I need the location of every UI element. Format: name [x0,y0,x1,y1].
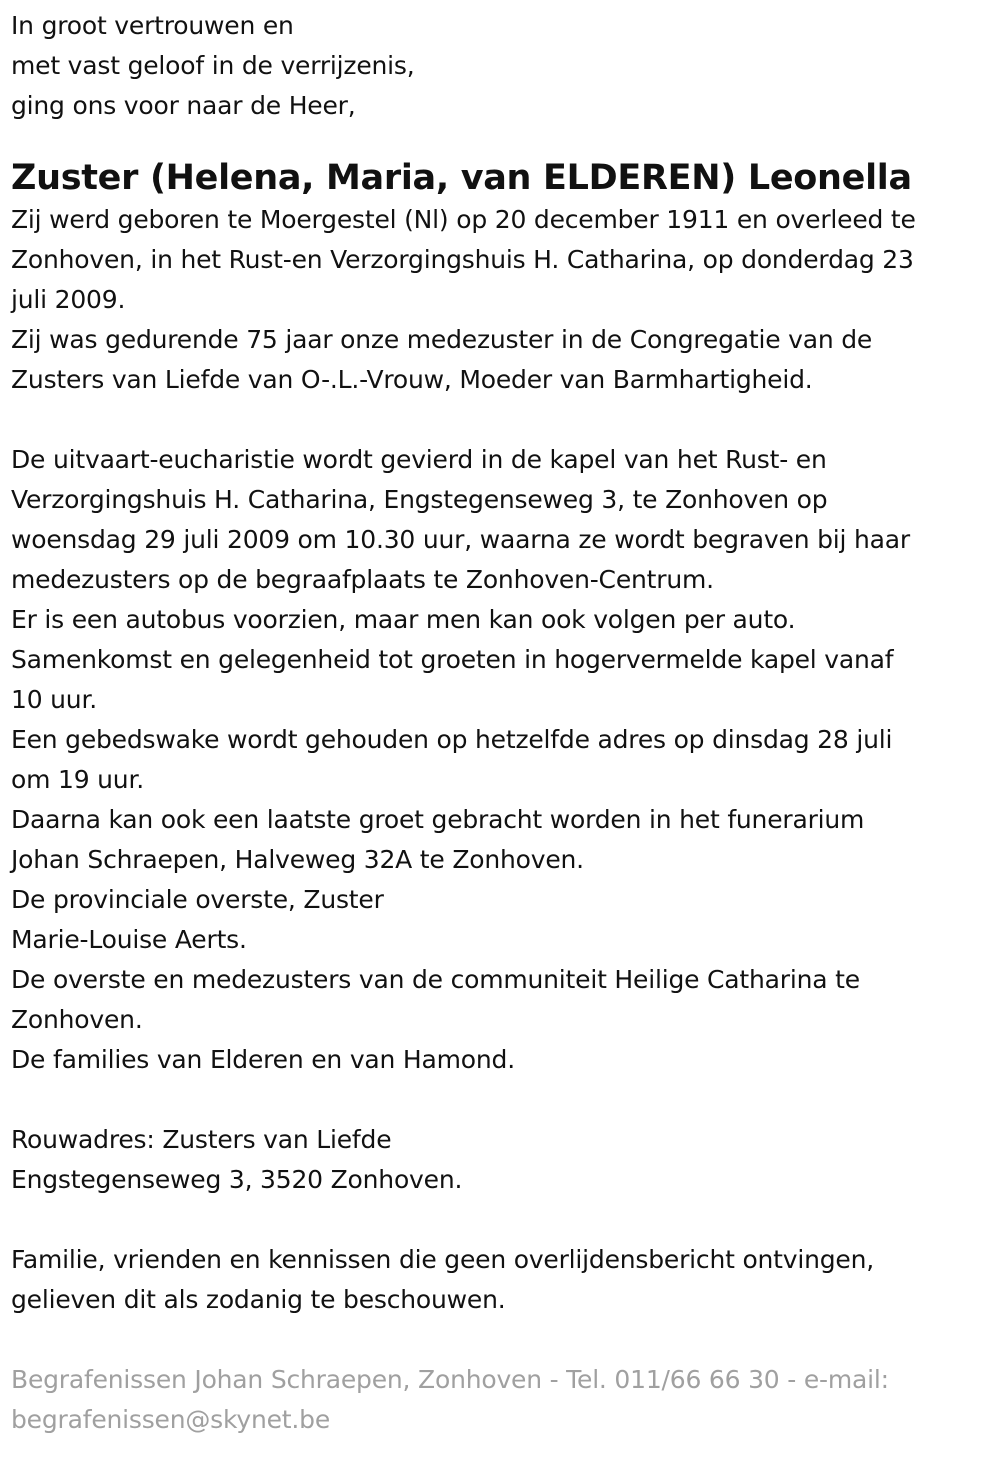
funeral-line: om 19 uur. [11,765,144,794]
bio-block [11,200,991,400]
bio-line: Zonhoven, in het Rust-en Verzorgingshuis H. Catharina, op donderdag 23 [11,245,914,274]
funeral-line: De overste en medezusters van de communiteit Heilige Catharina te [11,965,860,994]
footer-block [11,1360,991,1440]
notice-line: Familie, vrienden en kennissen die geen overlijdensbericht ontvingen, [11,1245,875,1274]
obituary-document [11,6,991,1440]
funeral-line: Samenkomst en gelegenheid tot groeten in hogervermelde kapel vanaf [11,645,894,674]
funeral-line: Marie-Louise Aerts. [11,925,247,954]
funeral-line: Johan Schraepen, Halveweg 32A te Zonhoven. [11,845,584,874]
address-line: Rouwadres: Zusters van Liefde [11,1125,392,1154]
bio-line: Zij werd geboren te Moergestel (Nl) op 20 december 1911 en overleed te [11,205,916,234]
address-line: Engstegenseweg 3, 3520 Zonhoven. [11,1165,463,1194]
notice-block [11,1240,991,1320]
funeral-block [11,440,991,1080]
intro-line: In groot vertrouwen en [11,11,294,40]
deceased-name: Zuster (Helena, Maria, van ELDEREN) Leonella [11,158,912,198]
intro-line: met vast geloof in de verrijzenis, [11,51,415,80]
footer-line: Begrafenissen Johan Schraepen, Zonhoven - Tel. 011/66 66 30 - e-mail: [11,1365,889,1394]
funeral-line: De families van Elderen en van Hamond. [11,1045,515,1074]
footer-email: begrafenissen@skynet.be [11,1405,330,1434]
funeral-line: Zonhoven. [11,1005,143,1034]
funeral-line: Daarna kan ook een laatste groet gebracht worden in het funerarium [11,805,865,834]
funeral-line: Een gebedswake wordt gehouden op hetzelfde adres op dinsdag 28 juli [11,725,893,754]
spacer [11,400,991,440]
intro-block [11,6,991,126]
notice-line: gelieven dit als zodanig te beschouwen. [11,1285,506,1314]
funeral-line: Verzorgingshuis H. Catharina, Engstegenseweg 3, te Zonhoven op [11,485,828,514]
intro-line: ging ons voor naar de Heer, [11,91,356,120]
spacer [11,1320,991,1360]
bio-line: Zusters van Liefde van O-.L.-Vrouw, Moeder van Barmhartigheid. [11,365,813,394]
spacer [11,126,991,156]
spacer [11,1200,991,1240]
funeral-line: Er is een autobus voorzien, maar men kan ook volgen per auto. [11,605,796,634]
spacer [11,1080,991,1120]
bio-line: juli 2009. [11,285,126,314]
funeral-line: De provinciale overste, Zuster [11,885,384,914]
funeral-line: woensdag 29 juli 2009 om 10.30 uur, waarna ze wordt begraven bij haar [11,525,910,554]
address-block [11,1120,991,1200]
funeral-line: 10 uur. [11,685,97,714]
bio-line: Zij was gedurende 75 jaar onze medezuster in de Congregatie van de [11,325,873,354]
funeral-line: medezusters op de begraafplaats te Zonhoven-Centrum. [11,565,714,594]
funeral-line: De uitvaart-eucharistie wordt gevierd in de kapel van het Rust- en [11,445,827,474]
